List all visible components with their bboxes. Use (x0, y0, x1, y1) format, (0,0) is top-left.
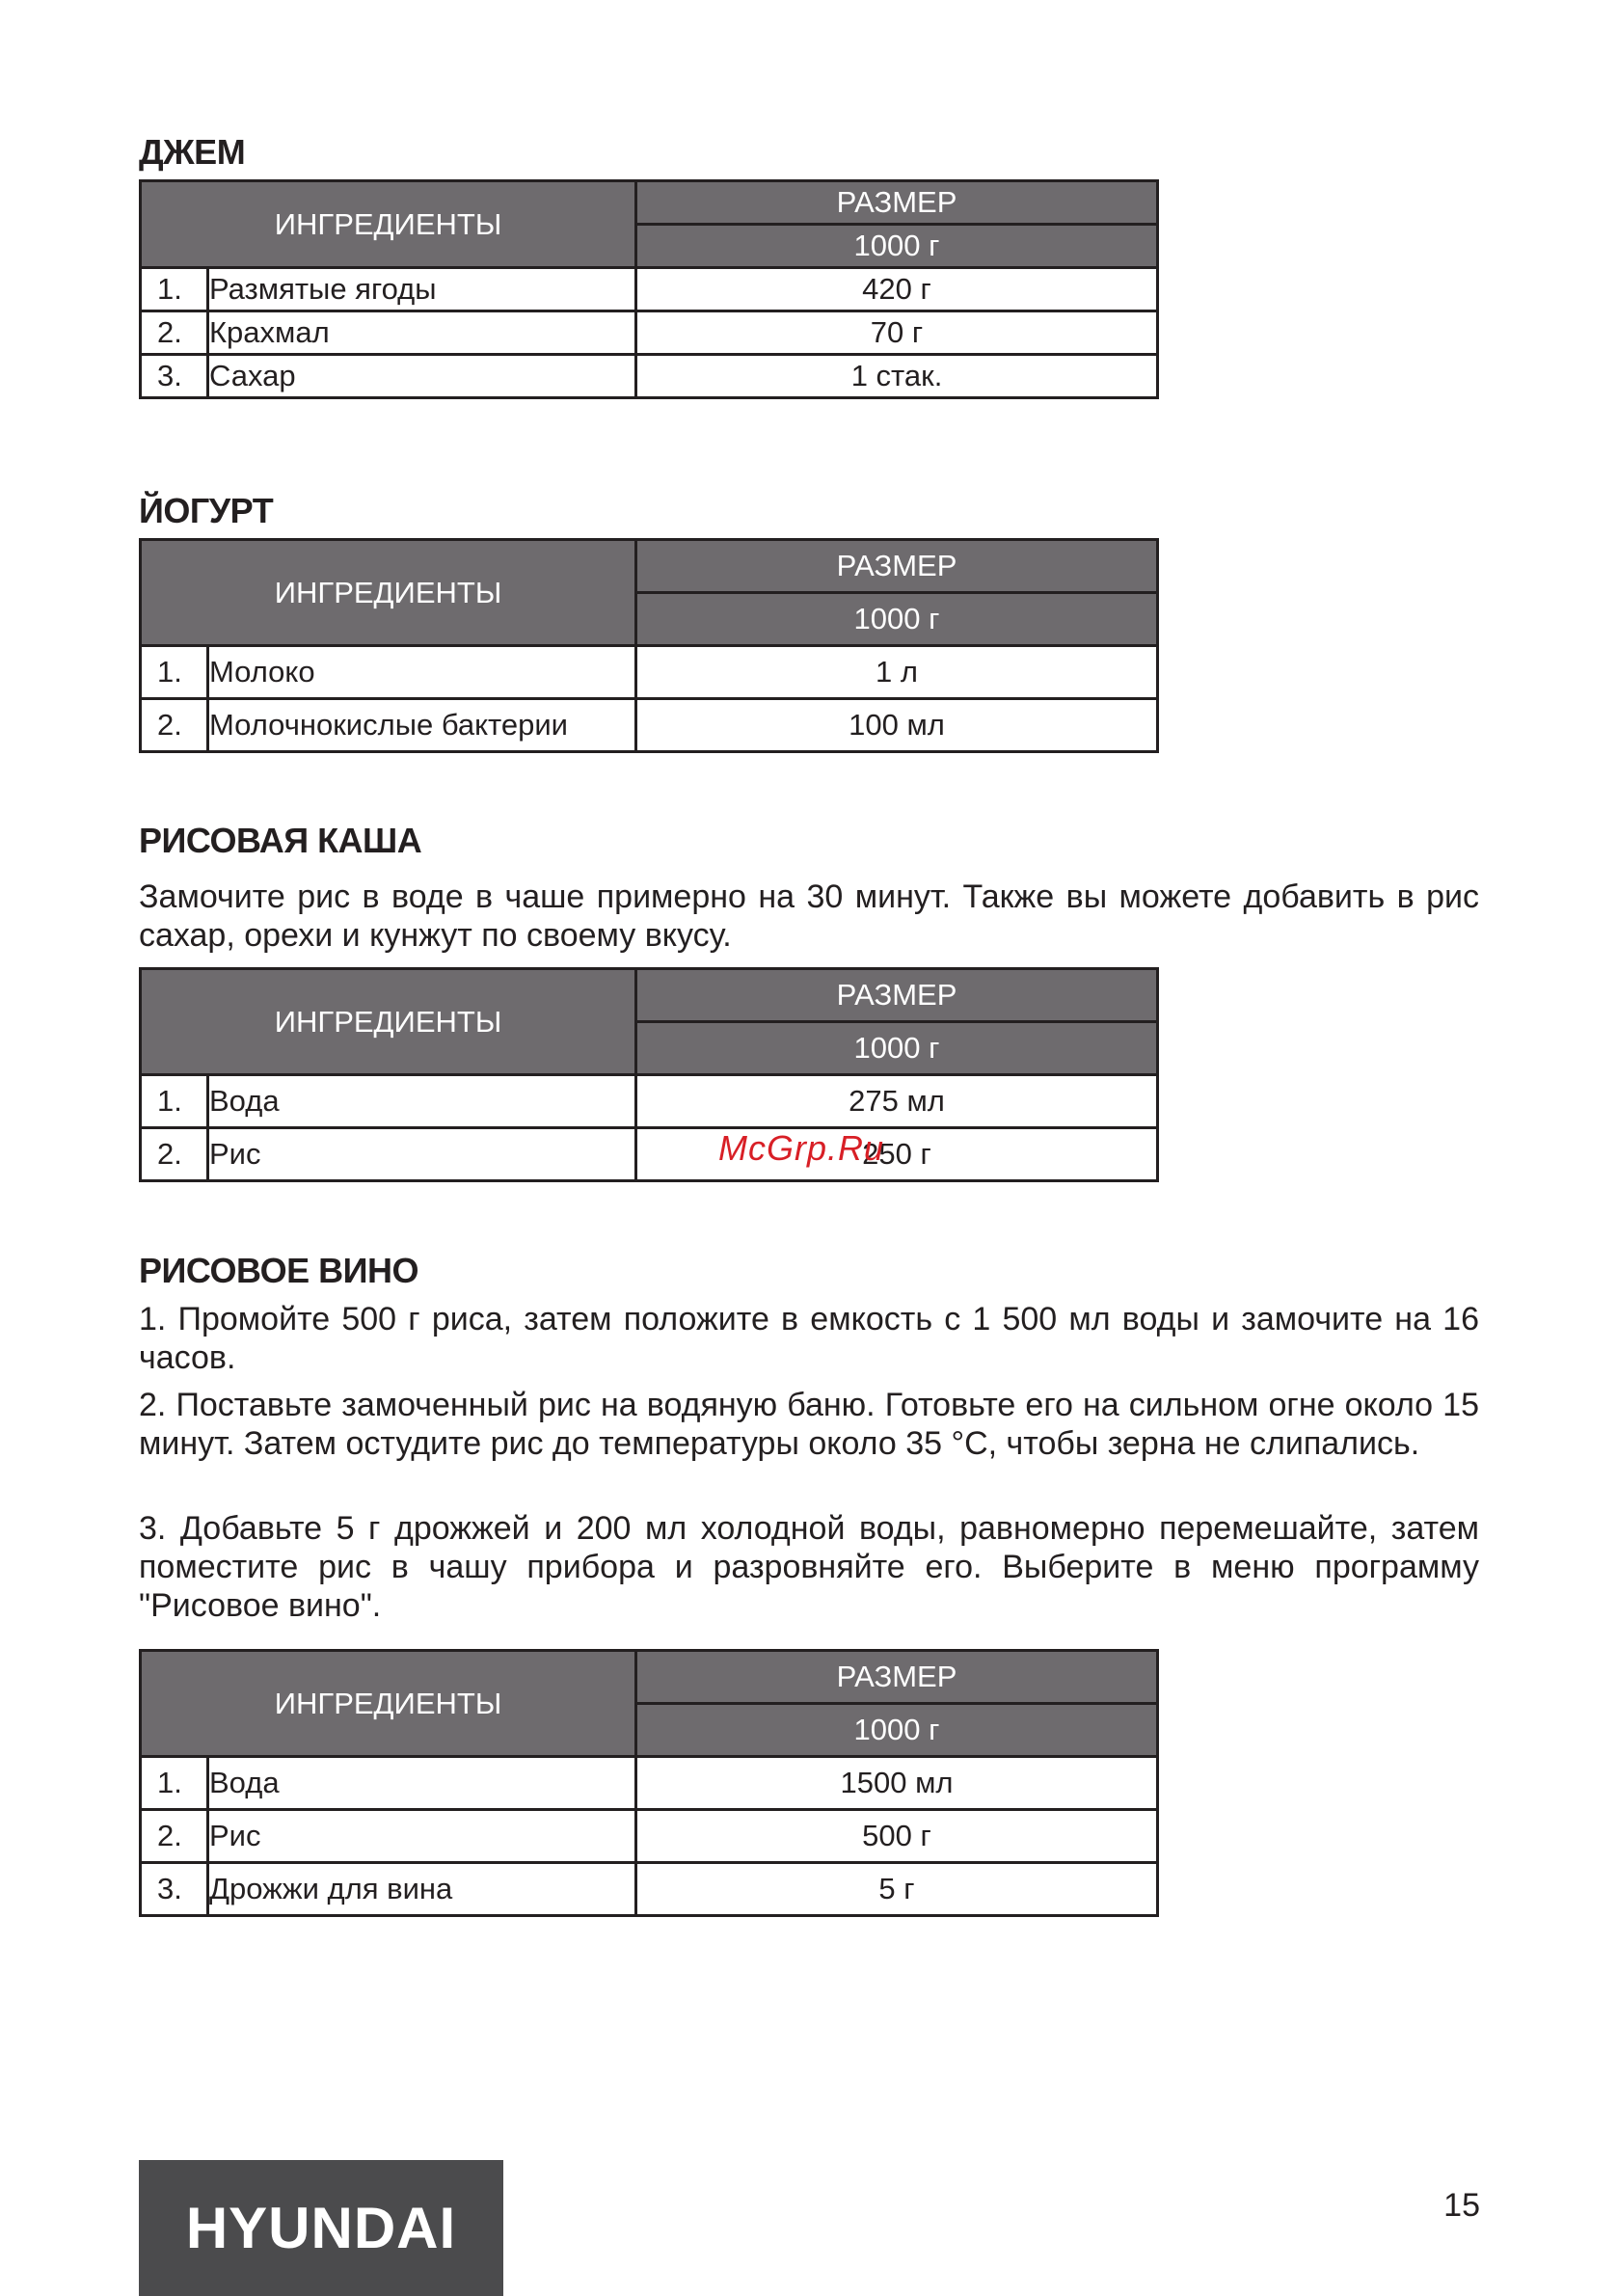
rice-wine-step-1: 1. Промойте 500 г риса, затем положите в емкость с 1 500 мл воды и замочите на 16 часов. (139, 1301, 1479, 1376)
row-number: 2. (141, 699, 208, 752)
ingredient-name: Молочнокислые бактерии (208, 699, 636, 752)
section-title-jam: ДЖЕМ (139, 132, 246, 172)
size-value-header: 1000 г (636, 593, 1158, 646)
row-number: 1. (141, 646, 208, 699)
size-header: РАЗМЕР (636, 969, 1158, 1022)
ingredients-header: ИНГРЕДИЕНТЫ (141, 969, 636, 1075)
ingredient-name: Крахмал (208, 311, 636, 355)
table-row (141, 1075, 1158, 1128)
ingredient-amount: 420 г (636, 268, 1158, 311)
row-number: 2. (141, 311, 208, 355)
row-number: 3. (141, 1863, 208, 1916)
brand-name: HYUNDAI (185, 2196, 457, 2260)
ingredient-amount: 5 г (636, 1863, 1158, 1916)
size-value-header: 1000 г (636, 225, 1158, 268)
rice-wine-step-2: 2. Поставьте замоченный рис на водяную баню. Готовьте его на сильном огне около 15 минут. Затем остудите рис до температуры около 35 °C, чтобы зерна не слипались. (139, 1387, 1479, 1462)
table-row (141, 646, 1158, 699)
size-value-header: 1000 г (636, 1022, 1158, 1075)
page-number: 15 (1443, 2187, 1480, 2224)
ingredient-name: Вода (208, 1757, 636, 1810)
ingredient-name: Размятые ягоды (208, 268, 636, 311)
ingredients-header: ИНГРЕДИЕНТЫ (141, 540, 636, 646)
row-number: 1. (141, 1757, 208, 1810)
table-row (141, 1863, 1158, 1916)
table-row (141, 268, 1158, 311)
section-title-rice-porridge: РИСОВАЯ КАША (139, 821, 422, 860)
ingredients-header: ИНГРЕДИЕНТЫ (141, 1651, 636, 1757)
size-value-header: 1000 г (636, 1704, 1158, 1757)
ingredient-name: Рис (208, 1810, 636, 1863)
ingredients-header: ИНГРЕДИЕНТЫ (141, 181, 636, 268)
recipe-table-yogurt (139, 538, 1159, 753)
brand-logo (139, 2160, 503, 2296)
ingredient-amount: 1500 мл (636, 1757, 1158, 1810)
size-header: РАЗМЕР (636, 181, 1158, 225)
ingredient-name: Дрожжи для вина (208, 1863, 636, 1916)
row-number: 1. (141, 1075, 208, 1128)
ingredient-amount: 100 мл (636, 699, 1158, 752)
table-row (141, 355, 1158, 398)
ingredient-amount: 70 г (636, 311, 1158, 355)
row-number: 3. (141, 355, 208, 398)
ingredient-amount: 250 г (636, 1128, 1158, 1181)
ingredient-amount: 1 стак. (636, 355, 1158, 398)
rice-porridge-instructions: Замочите рис в воде в чаше примерно на 30 минут. Также вы можете добавить в рис сахар, орехи и кунжут по своему вкусу. (139, 878, 1479, 954)
ingredient-amount: 275 мл (636, 1075, 1158, 1128)
table-row (141, 1810, 1158, 1863)
ingredient-name: Молоко (208, 646, 636, 699)
size-header: РАЗМЕР (636, 540, 1158, 593)
table-row (141, 699, 1158, 752)
recipe-table-jam (139, 179, 1159, 399)
ingredient-amount: 500 г (636, 1810, 1158, 1863)
table-row (141, 311, 1158, 355)
recipe-table-rice-wine (139, 1649, 1159, 1917)
size-header: РАЗМЕР (636, 1651, 1158, 1704)
ingredient-amount: 1 л (636, 646, 1158, 699)
section-title-rice-wine: РИСОВОЕ ВИНО (139, 1251, 418, 1290)
section-title-yogurt: ЙОГУРТ (139, 491, 274, 530)
row-number: 2. (141, 1128, 208, 1181)
ingredient-name: Сахар (208, 355, 636, 398)
recipe-table-rice-porridge (139, 967, 1159, 1182)
table-row (141, 1128, 1158, 1181)
table-row (141, 1757, 1158, 1810)
ingredient-name: Рис (208, 1128, 636, 1181)
row-number: 2. (141, 1810, 208, 1863)
watermark: McGrp.Ru (718, 1128, 885, 1168)
ingredient-name: Вода (208, 1075, 636, 1128)
row-number: 1. (141, 268, 208, 311)
rice-wine-step-3: 3. Добавьте 5 г дрожжей и 200 мл холодной воды, равномерно перемешайте, затем поместите рис в чашу прибора и разровняйте его. Выберите в меню программу "Рисовое вино". (139, 1510, 1479, 1624)
